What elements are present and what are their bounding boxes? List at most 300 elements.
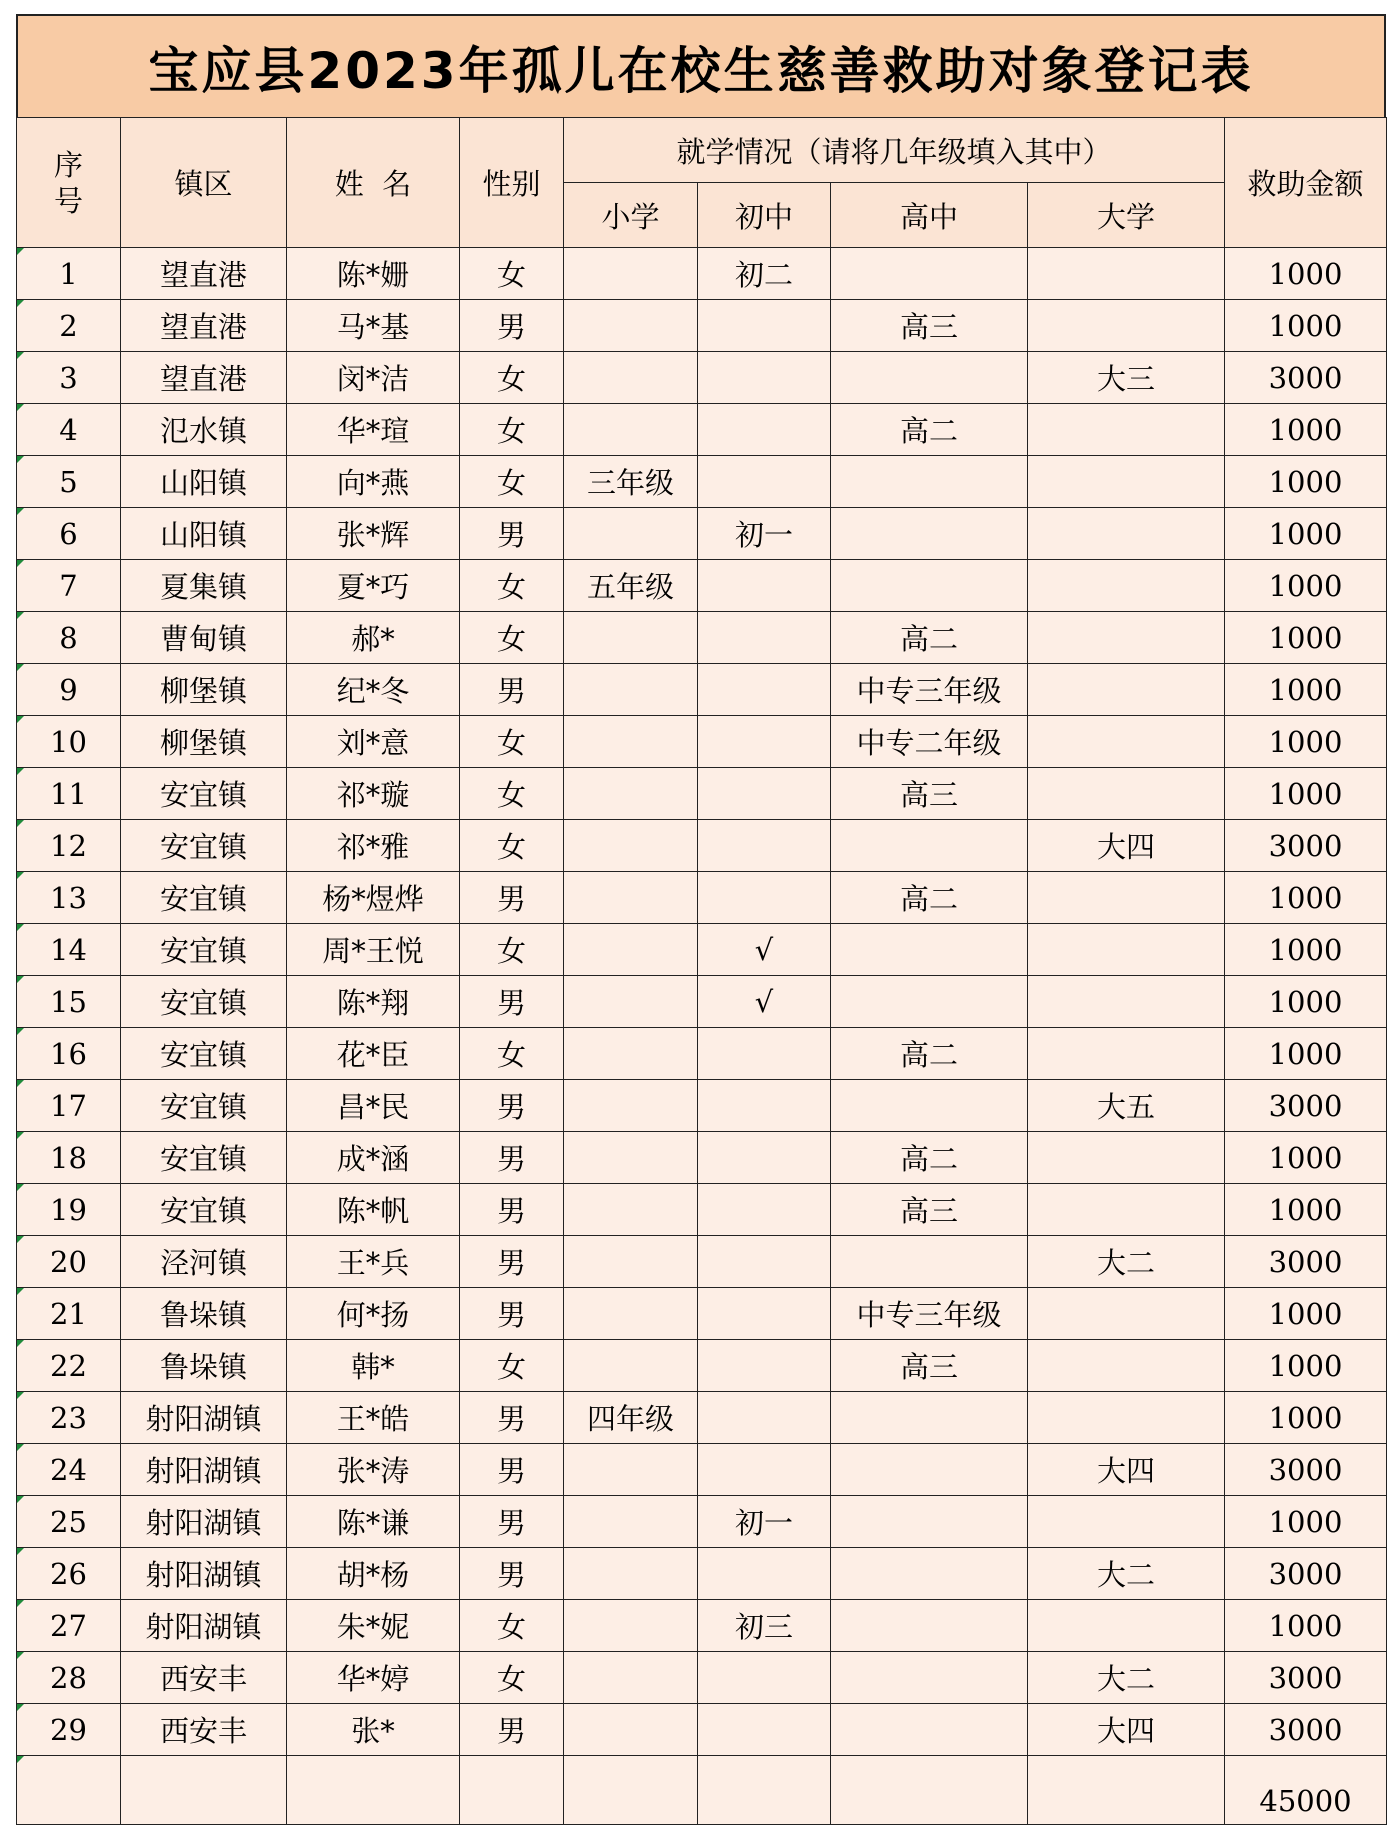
table-row: [17, 1496, 1387, 1548]
cell-town: 安宜镇: [121, 1132, 287, 1184]
cell-senior: 高三: [831, 768, 1028, 820]
cell-name: 陈*姗: [287, 248, 460, 300]
cell-amount: 1000: [1225, 1600, 1387, 1652]
cell-amount: 1000: [1225, 248, 1387, 300]
cell-amount: 1000: [1225, 404, 1387, 456]
cell-town: 曹甸镇: [121, 612, 287, 664]
cell-university: [1028, 924, 1225, 976]
cell-seq: 10: [17, 716, 121, 768]
cell-university: [1028, 1600, 1225, 1652]
cell-primary: [564, 872, 698, 924]
cell-amount: 3000: [1225, 820, 1387, 872]
cell-town: 望直港: [121, 300, 287, 352]
cell-university: [1028, 404, 1225, 456]
cell-seq: 18: [17, 1132, 121, 1184]
cell-primary: [564, 1496, 698, 1548]
sheet-title: 宝应县2023年孤儿在校生慈善救助对象登记表: [16, 14, 1386, 117]
cell-seq: 27: [17, 1600, 121, 1652]
table-row: [17, 1444, 1387, 1496]
cell-name: 华*婷: [287, 1652, 460, 1704]
cell-university: [1028, 1028, 1225, 1080]
cell-university: 大五: [1028, 1080, 1225, 1132]
cell-primary: [564, 1132, 698, 1184]
cell-seq: 2: [17, 300, 121, 352]
cell-town: 望直港: [121, 248, 287, 300]
cell-name: 朱*妮: [287, 1600, 460, 1652]
cell-university: [1028, 664, 1225, 716]
cell-amount: 1000: [1225, 560, 1387, 612]
total-empty-cell: [831, 1756, 1028, 1825]
cell-senior: 高二: [831, 1132, 1028, 1184]
header-seq: [17, 118, 121, 248]
cell-amount: 3000: [1225, 1236, 1387, 1288]
cell-name: 闵*洁: [287, 352, 460, 404]
cell-junior: [698, 820, 831, 872]
table-row: [17, 664, 1387, 716]
cell-senior: [831, 352, 1028, 404]
cell-name: 陈*帆: [287, 1184, 460, 1236]
cell-university: 大四: [1028, 820, 1225, 872]
cell-seq: 8: [17, 612, 121, 664]
cell-senior: [831, 976, 1028, 1028]
cell-gender: 男: [460, 1288, 564, 1340]
table-row: [17, 508, 1387, 560]
table-row: [17, 1392, 1387, 1444]
cell-university: [1028, 976, 1225, 1028]
cell-gender: 男: [460, 1496, 564, 1548]
cell-gender: 男: [460, 1132, 564, 1184]
cell-name: 王*皓: [287, 1392, 460, 1444]
cell-junior: [698, 1028, 831, 1080]
cell-gender: 男: [460, 976, 564, 1028]
cell-seq: 17: [17, 1080, 121, 1132]
cell-seq: 9: [17, 664, 121, 716]
table-row: [17, 1236, 1387, 1288]
table-row: [17, 1704, 1387, 1756]
cell-town: 射阳湖镇: [121, 1496, 287, 1548]
cell-junior: √: [698, 976, 831, 1028]
cell-town: 安宜镇: [121, 976, 287, 1028]
cell-seq: 28: [17, 1652, 121, 1704]
cell-university: [1028, 560, 1225, 612]
cell-gender: 女: [460, 924, 564, 976]
cell-seq: 16: [17, 1028, 121, 1080]
cell-amount: 1000: [1225, 716, 1387, 768]
table-row: [17, 1548, 1387, 1600]
cell-junior: √: [698, 924, 831, 976]
cell-junior: [698, 1132, 831, 1184]
cell-senior: 高二: [831, 404, 1028, 456]
cell-primary: [564, 1600, 698, 1652]
cell-senior: [831, 1080, 1028, 1132]
cell-amount: 1000: [1225, 1496, 1387, 1548]
cell-primary: 四年级: [564, 1392, 698, 1444]
cell-seq: 1: [17, 248, 121, 300]
cell-university: [1028, 716, 1225, 768]
table-row: [17, 1652, 1387, 1704]
cell-amount: 1000: [1225, 768, 1387, 820]
cell-amount: 3000: [1225, 1704, 1387, 1756]
cell-gender: 女: [460, 560, 564, 612]
cell-gender: 男: [460, 872, 564, 924]
cell-seq: 21: [17, 1288, 121, 1340]
cell-senior: [831, 1652, 1028, 1704]
cell-gender: 女: [460, 1652, 564, 1704]
table-row: [17, 1028, 1387, 1080]
cell-name: 杨*煜烨: [287, 872, 460, 924]
cell-seq: 11: [17, 768, 121, 820]
cell-name: 周*王悦: [287, 924, 460, 976]
cell-amount: 1000: [1225, 1392, 1387, 1444]
cell-town: 西安丰: [121, 1704, 287, 1756]
cell-gender: 男: [460, 1444, 564, 1496]
total-amount: 45000: [1225, 1756, 1387, 1825]
cell-senior: 中专二年级: [831, 716, 1028, 768]
cell-senior: [831, 1548, 1028, 1600]
cell-primary: [564, 404, 698, 456]
cell-town: 氾水镇: [121, 404, 287, 456]
cell-primary: [564, 1028, 698, 1080]
cell-gender: 女: [460, 768, 564, 820]
table-row: [17, 1288, 1387, 1340]
cell-seq: 13: [17, 872, 121, 924]
cell-junior: [698, 1392, 831, 1444]
header-name: 姓 名: [287, 118, 460, 248]
cell-name: 郝*: [287, 612, 460, 664]
cell-primary: [564, 1080, 698, 1132]
header-seq-label: 序号: [53, 147, 83, 218]
cell-town: 望直港: [121, 352, 287, 404]
cell-gender: 男: [460, 1236, 564, 1288]
header-study-status: 就学情况（请将几年级填入其中）: [564, 118, 1225, 183]
cell-gender: 女: [460, 820, 564, 872]
cell-gender: 男: [460, 508, 564, 560]
cell-name: 成*涵: [287, 1132, 460, 1184]
cell-junior: [698, 872, 831, 924]
cell-amount: 1000: [1225, 1288, 1387, 1340]
cell-senior: 中专三年级: [831, 664, 1028, 716]
cell-town: 西安丰: [121, 1652, 287, 1704]
cell-gender: 男: [460, 664, 564, 716]
cell-amount: 3000: [1225, 1548, 1387, 1600]
cell-senior: [831, 924, 1028, 976]
cell-amount: 1000: [1225, 924, 1387, 976]
cell-seq: 24: [17, 1444, 121, 1496]
cell-university: [1028, 1340, 1225, 1392]
cell-primary: [564, 976, 698, 1028]
cell-primary: [564, 248, 698, 300]
cell-senior: [831, 1392, 1028, 1444]
cell-university: [1028, 300, 1225, 352]
cell-town: 安宜镇: [121, 872, 287, 924]
cell-name: 马*基: [287, 300, 460, 352]
cell-gender: 女: [460, 1340, 564, 1392]
cell-senior: [831, 508, 1028, 560]
cell-junior: [698, 664, 831, 716]
cell-primary: [564, 1236, 698, 1288]
cell-university: 大二: [1028, 1236, 1225, 1288]
cell-university: [1028, 1288, 1225, 1340]
header-amount: 救助金额: [1225, 118, 1387, 248]
table-row: [17, 560, 1387, 612]
cell-university: [1028, 456, 1225, 508]
cell-university: [1028, 872, 1225, 924]
cell-town: 鲁垛镇: [121, 1340, 287, 1392]
table-row: [17, 404, 1387, 456]
cell-town: 安宜镇: [121, 1184, 287, 1236]
cell-name: 夏*巧: [287, 560, 460, 612]
total-empty-cell: [1028, 1756, 1225, 1825]
cell-gender: 女: [460, 248, 564, 300]
cell-senior: [831, 1444, 1028, 1496]
cell-gender: 男: [460, 1704, 564, 1756]
cell-university: 大三: [1028, 352, 1225, 404]
cell-primary: [564, 1184, 698, 1236]
table-header: [17, 118, 1387, 248]
cell-town: 安宜镇: [121, 1028, 287, 1080]
cell-name: 张*辉: [287, 508, 460, 560]
cell-seq: 23: [17, 1392, 121, 1444]
header-town: 镇区: [121, 118, 287, 248]
total-row: [17, 1756, 1387, 1825]
cell-town: 泾河镇: [121, 1236, 287, 1288]
cell-gender: 女: [460, 1600, 564, 1652]
cell-junior: [698, 1704, 831, 1756]
cell-seq: 20: [17, 1236, 121, 1288]
cell-name: 祁*璇: [287, 768, 460, 820]
table-row: [17, 976, 1387, 1028]
cell-gender: 女: [460, 716, 564, 768]
total-empty-cell: [698, 1756, 831, 1825]
cell-university: [1028, 508, 1225, 560]
cell-seq: 19: [17, 1184, 121, 1236]
cell-senior: 高三: [831, 1340, 1028, 1392]
cell-primary: [564, 508, 698, 560]
cell-junior: [698, 768, 831, 820]
cell-gender: 女: [460, 404, 564, 456]
cell-name: 华*瑄: [287, 404, 460, 456]
cell-name: 胡*杨: [287, 1548, 460, 1600]
cell-amount: 1000: [1225, 1028, 1387, 1080]
cell-name: 张*涛: [287, 1444, 460, 1496]
cell-senior: [831, 1236, 1028, 1288]
cell-senior: [831, 820, 1028, 872]
cell-junior: 初一: [698, 508, 831, 560]
total-empty-cell: [564, 1756, 698, 1825]
cell-amount: 1000: [1225, 976, 1387, 1028]
cell-name: 韩*: [287, 1340, 460, 1392]
header-university: 大学: [1028, 183, 1225, 248]
cell-town: 山阳镇: [121, 456, 287, 508]
cell-primary: [564, 1444, 698, 1496]
cell-amount: 1000: [1225, 664, 1387, 716]
cell-town: 安宜镇: [121, 768, 287, 820]
cell-university: [1028, 612, 1225, 664]
cell-junior: [698, 404, 831, 456]
cell-senior: [831, 1496, 1028, 1548]
cell-name: 王*兵: [287, 1236, 460, 1288]
cell-junior: [698, 352, 831, 404]
header-junior: 初中: [698, 183, 831, 248]
cell-junior: [698, 1236, 831, 1288]
cell-junior: 初一: [698, 1496, 831, 1548]
table-row: [17, 716, 1387, 768]
cell-gender: 男: [460, 1392, 564, 1444]
cell-amount: 1000: [1225, 872, 1387, 924]
cell-primary: [564, 1340, 698, 1392]
cell-seq: 4: [17, 404, 121, 456]
cell-junior: [698, 300, 831, 352]
cell-town: 安宜镇: [121, 820, 287, 872]
cell-seq: 25: [17, 1496, 121, 1548]
cell-senior: [831, 560, 1028, 612]
cell-amount: 1000: [1225, 1132, 1387, 1184]
cell-primary: [564, 1704, 698, 1756]
cell-primary: [564, 300, 698, 352]
cell-seq: 29: [17, 1704, 121, 1756]
table-row: [17, 1132, 1387, 1184]
cell-junior: [698, 456, 831, 508]
cell-university: [1028, 1392, 1225, 1444]
cell-town: 鲁垛镇: [121, 1288, 287, 1340]
table-row: [17, 352, 1387, 404]
cell-senior: 高二: [831, 612, 1028, 664]
cell-junior: 初二: [698, 248, 831, 300]
cell-seq: 12: [17, 820, 121, 872]
cell-primary: [564, 768, 698, 820]
cell-amount: 1000: [1225, 612, 1387, 664]
cell-senior: [831, 456, 1028, 508]
table-row: [17, 768, 1387, 820]
cell-town: 山阳镇: [121, 508, 287, 560]
cell-name: 纪*冬: [287, 664, 460, 716]
cell-university: 大四: [1028, 1704, 1225, 1756]
cell-university: [1028, 1496, 1225, 1548]
header-gender: 性别: [460, 118, 564, 248]
cell-town: 射阳湖镇: [121, 1548, 287, 1600]
cell-name: 向*燕: [287, 456, 460, 508]
cell-name: 陈*翔: [287, 976, 460, 1028]
cell-primary: [564, 352, 698, 404]
cell-senior: 高三: [831, 300, 1028, 352]
cell-senior: 中专三年级: [831, 1288, 1028, 1340]
cell-name: 张*: [287, 1704, 460, 1756]
cell-primary: [564, 1652, 698, 1704]
cell-junior: [698, 1340, 831, 1392]
cell-senior: 高二: [831, 872, 1028, 924]
table-row: [17, 456, 1387, 508]
table-row: [17, 300, 1387, 352]
cell-town: 夏集镇: [121, 560, 287, 612]
cell-gender: 女: [460, 1028, 564, 1080]
table-body: [17, 248, 1387, 1825]
cell-junior: [698, 1080, 831, 1132]
cell-amount: 3000: [1225, 1080, 1387, 1132]
total-empty-cell: [17, 1756, 121, 1825]
cell-primary: [564, 924, 698, 976]
header-senior: 高中: [831, 183, 1028, 248]
cell-junior: [698, 1548, 831, 1600]
table-row: [17, 1080, 1387, 1132]
cell-senior: 高二: [831, 1028, 1028, 1080]
cell-gender: 女: [460, 612, 564, 664]
cell-gender: 男: [460, 1080, 564, 1132]
cell-senior: 高三: [831, 1184, 1028, 1236]
cell-town: 射阳湖镇: [121, 1600, 287, 1652]
table-row: [17, 1340, 1387, 1392]
cell-university: [1028, 1184, 1225, 1236]
cell-primary: [564, 612, 698, 664]
cell-gender: 男: [460, 300, 564, 352]
cell-primary: 五年级: [564, 560, 698, 612]
cell-seq: 5: [17, 456, 121, 508]
table-row: [17, 1600, 1387, 1652]
cell-town: 柳堡镇: [121, 716, 287, 768]
cell-junior: [698, 560, 831, 612]
cell-university: [1028, 248, 1225, 300]
cell-university: 大四: [1028, 1444, 1225, 1496]
cell-senior: [831, 1600, 1028, 1652]
cell-primary: 三年级: [564, 456, 698, 508]
cell-name: 何*扬: [287, 1288, 460, 1340]
cell-junior: [698, 1184, 831, 1236]
cell-amount: 1000: [1225, 456, 1387, 508]
cell-town: 射阳湖镇: [121, 1444, 287, 1496]
table-row: [17, 248, 1387, 300]
cell-amount: 3000: [1225, 1652, 1387, 1704]
cell-gender: 女: [460, 352, 564, 404]
table-row: [17, 1184, 1387, 1236]
cell-amount: 1000: [1225, 1184, 1387, 1236]
table-row: [17, 872, 1387, 924]
cell-seq: 22: [17, 1340, 121, 1392]
cell-gender: 男: [460, 1548, 564, 1600]
cell-town: 安宜镇: [121, 1080, 287, 1132]
cell-gender: 男: [460, 1184, 564, 1236]
cell-town: 柳堡镇: [121, 664, 287, 716]
cell-seq: 7: [17, 560, 121, 612]
cell-name: 祁*雅: [287, 820, 460, 872]
cell-gender: 女: [460, 456, 564, 508]
cell-junior: [698, 1444, 831, 1496]
table-row: [17, 612, 1387, 664]
header-primary: 小学: [564, 183, 698, 248]
table-row: [17, 820, 1387, 872]
cell-senior: [831, 1704, 1028, 1756]
registration-sheet: [16, 14, 1386, 1825]
cell-amount: 1000: [1225, 1340, 1387, 1392]
cell-primary: [564, 1288, 698, 1340]
cell-amount: 1000: [1225, 508, 1387, 560]
cell-town: 安宜镇: [121, 924, 287, 976]
cell-senior: [831, 248, 1028, 300]
cell-name: 花*臣: [287, 1028, 460, 1080]
cell-junior: [698, 1288, 831, 1340]
cell-town: 射阳湖镇: [121, 1392, 287, 1444]
cell-name: 昌*民: [287, 1080, 460, 1132]
cell-university: [1028, 1132, 1225, 1184]
registration-table: [16, 117, 1387, 1825]
cell-primary: [564, 820, 698, 872]
table-row: [17, 924, 1387, 976]
cell-seq: 26: [17, 1548, 121, 1600]
total-empty-cell: [460, 1756, 564, 1825]
total-empty-cell: [287, 1756, 460, 1825]
total-empty-cell: [121, 1756, 287, 1825]
cell-seq: 3: [17, 352, 121, 404]
cell-university: [1028, 768, 1225, 820]
cell-junior: [698, 612, 831, 664]
